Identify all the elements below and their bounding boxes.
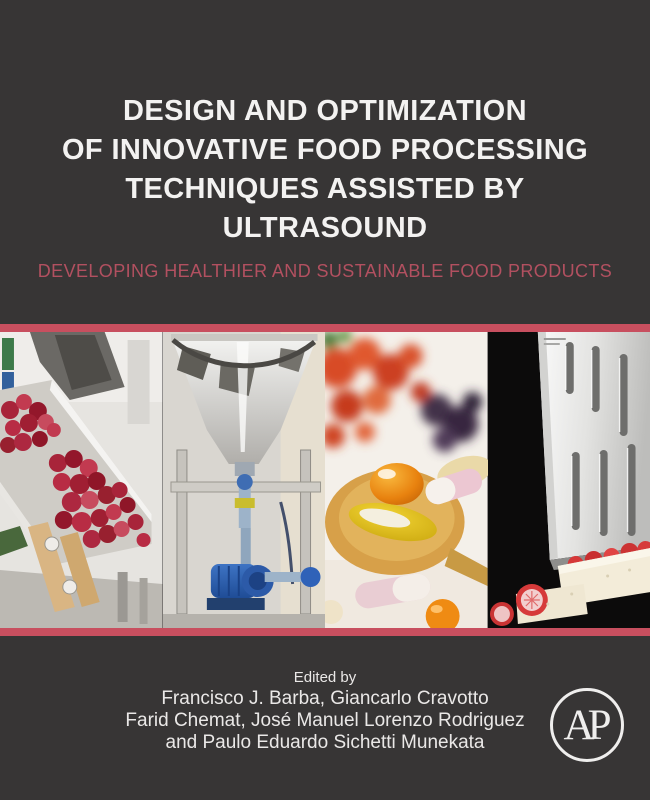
title-line-1: DESIGN AND OPTIMIZATION (123, 95, 527, 127)
accent-bar-top (0, 324, 650, 332)
mixer-pump-illustration (163, 332, 326, 628)
editor-line-3: and Paulo Eduardo Sichetti Munekata (165, 732, 485, 753)
editor-line-1: Francisco J. Barba, Giancarlo Cravotto (161, 688, 489, 709)
tomatoes-capsules-photo (325, 332, 488, 628)
title-line-2: OF INNOVATIVE FOOD PROCESSING (61, 134, 589, 166)
editor-line-2: Farid Chemat, José Manuel Lorenzo Rodriguez (125, 710, 525, 731)
cover-photo-strip (0, 332, 650, 628)
book-title (0, 92, 650, 248)
title-line-3: TECHNIQUES ASSISTED BY (125, 173, 525, 205)
accent-bar-bottom (0, 628, 650, 636)
raspberries-conveyor-illustration (0, 332, 163, 628)
blade-cake-illustration (488, 332, 650, 628)
stainless-mixer-pump-photo (163, 332, 326, 628)
edited-by-label: Edited by (293, 669, 357, 686)
academic-press-monogram: AP (563, 701, 605, 749)
title-line-4: ULTRASOUND (222, 212, 428, 244)
book-subtitle: DEVELOPING HEALTHIER AND SUSTAINABLE FOOD PRODUCTS (37, 261, 613, 281)
tomatoes-capsules-illustration (325, 332, 488, 628)
academic-press-logo (550, 688, 624, 762)
cutting-blade (537, 332, 650, 570)
raspberries-conveyor-photo (0, 332, 163, 628)
ultrasonic-blade-cake-photo (488, 332, 650, 628)
